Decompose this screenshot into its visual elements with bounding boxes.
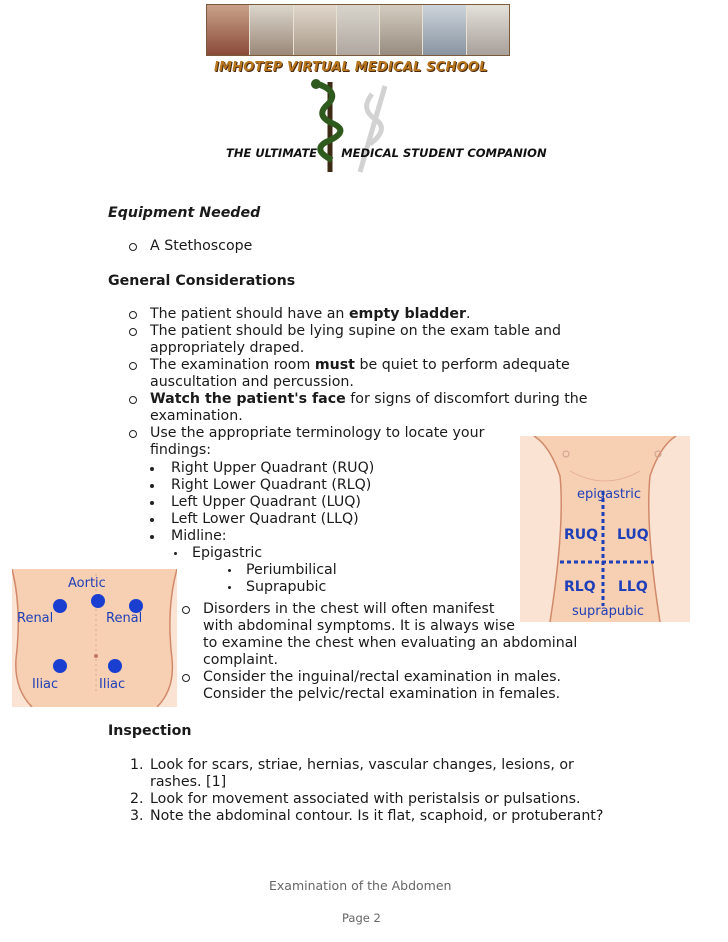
bullet-dot-icon [150, 501, 154, 505]
quadrant-item-midline: Midline: [171, 528, 227, 544]
midline-periumbilical: Periumbilical [246, 562, 337, 578]
bullet-circle-icon [182, 606, 190, 614]
inspection-item: Look for movement associated with peristalsis or pulsations. [150, 791, 581, 807]
equipment-heading: Equipment Needed [108, 205, 261, 221]
bullet-dot-icon [228, 569, 231, 572]
label-luq: LUQ [617, 527, 649, 543]
bullet-dot-icon [150, 518, 154, 522]
label-iliac-right: Iliac [32, 677, 59, 692]
bullet-dot-icon [228, 586, 231, 589]
quadrant-item: Right Upper Quadrant (RUQ) [171, 460, 375, 476]
consideration-item-terminology: Use the appropriate terminology to locate your [150, 425, 485, 441]
consideration-item-supine: The patient should be lying supine on the exam table and [150, 323, 562, 339]
bullet-circle-icon [129, 430, 137, 438]
bullet-circle-icon [129, 362, 137, 370]
exam-note-line2: Consider the pelvic/rectal examination in females. [203, 686, 561, 702]
abdominal-quadrants-figure [520, 436, 690, 622]
bullet-circle-icon [182, 674, 190, 682]
chest-note-line2: with abdominal symptoms. It is always wise [203, 618, 515, 634]
equipment-item: A Stethoscope [150, 238, 253, 254]
inspection-item-cont: rashes. [1] [150, 774, 227, 790]
inspection-heading: Inspection [108, 723, 192, 739]
consideration-item-quiet-cont: auscultation and percussion. [150, 374, 354, 390]
bullet-dot-icon [150, 484, 154, 488]
label-epigastric: epigastric [577, 487, 642, 502]
bullet-circle-icon [129, 243, 137, 251]
label-llq: LLQ [618, 579, 648, 595]
inspection-item: Note the abdominal contour. Is it flat, scaphoid, or protuberant? [150, 808, 604, 824]
quadrant-item: Left Upper Quadrant (LUQ) [171, 494, 361, 510]
consideration-item-supine-cont: appropriately draped. [150, 340, 305, 356]
label-rlq: RLQ [564, 579, 596, 595]
midline-suprapubic: Suprapubic [246, 579, 327, 595]
inspection-item: Look for scars, striae, hernias, vascular changes, lesions, or [150, 757, 574, 773]
auscultation-points-figure [12, 569, 177, 707]
consideration-item-face-cont: examination. [150, 408, 243, 424]
bullet-dot-icon [174, 552, 177, 555]
label-iliac-left: Iliac [99, 677, 126, 692]
consideration-item-face: Watch the patient's face for signs of discomfort during the [150, 391, 588, 407]
quadrant-item: Right Lower Quadrant (RLQ) [171, 477, 372, 493]
inspection-item-number: 3. [130, 808, 144, 824]
inspection-item-number: 1. [130, 757, 144, 773]
label-renal-left: Renal [106, 611, 143, 626]
label-ruq: RUQ [564, 527, 599, 543]
chest-note-line1: Disorders in the chest will often manifest [203, 601, 495, 617]
quadrant-item: Left Lower Quadrant (LLQ) [171, 511, 359, 527]
exam-note-line1: Consider the inguinal/rectal examination in males. [203, 669, 562, 685]
bullet-circle-icon [129, 311, 137, 319]
considerations-heading: General Considerations [108, 273, 296, 289]
header-photo-strip [206, 4, 510, 56]
page-number: Page 2 [342, 911, 381, 925]
bullet-circle-icon [129, 328, 137, 336]
inspection-item-number: 2. [130, 791, 144, 807]
torso-drawing [520, 436, 690, 622]
chest-note-line3: to examine the chest when evaluating an abdominal [203, 635, 578, 651]
consideration-item-bladder: The patient should have an empty bladder. [150, 306, 471, 322]
school-name: IMHOTEP VIRTUAL MEDICAL SCHOOL [214, 60, 488, 75]
bullet-dot-icon [150, 535, 154, 539]
label-suprapubic: suprapubic [572, 604, 645, 619]
consideration-item-quiet: The examination room must be quiet to perform adequate [150, 357, 570, 373]
label-renal-right: Renal [17, 611, 54, 626]
bullet-dot-icon [150, 467, 154, 471]
label-aortic: Aortic [68, 576, 106, 591]
midline-epigastric: Epigastric [192, 545, 263, 561]
consideration-item-terminology-cont: findings: [150, 442, 212, 458]
bullet-circle-icon [129, 396, 137, 404]
footer-title: Examination of the Abdomen [269, 878, 452, 893]
tagline: THE ULTIMATE MEDICAL STUDENT COMPANION [226, 146, 547, 160]
chest-note-line4: complaint. [203, 652, 278, 668]
